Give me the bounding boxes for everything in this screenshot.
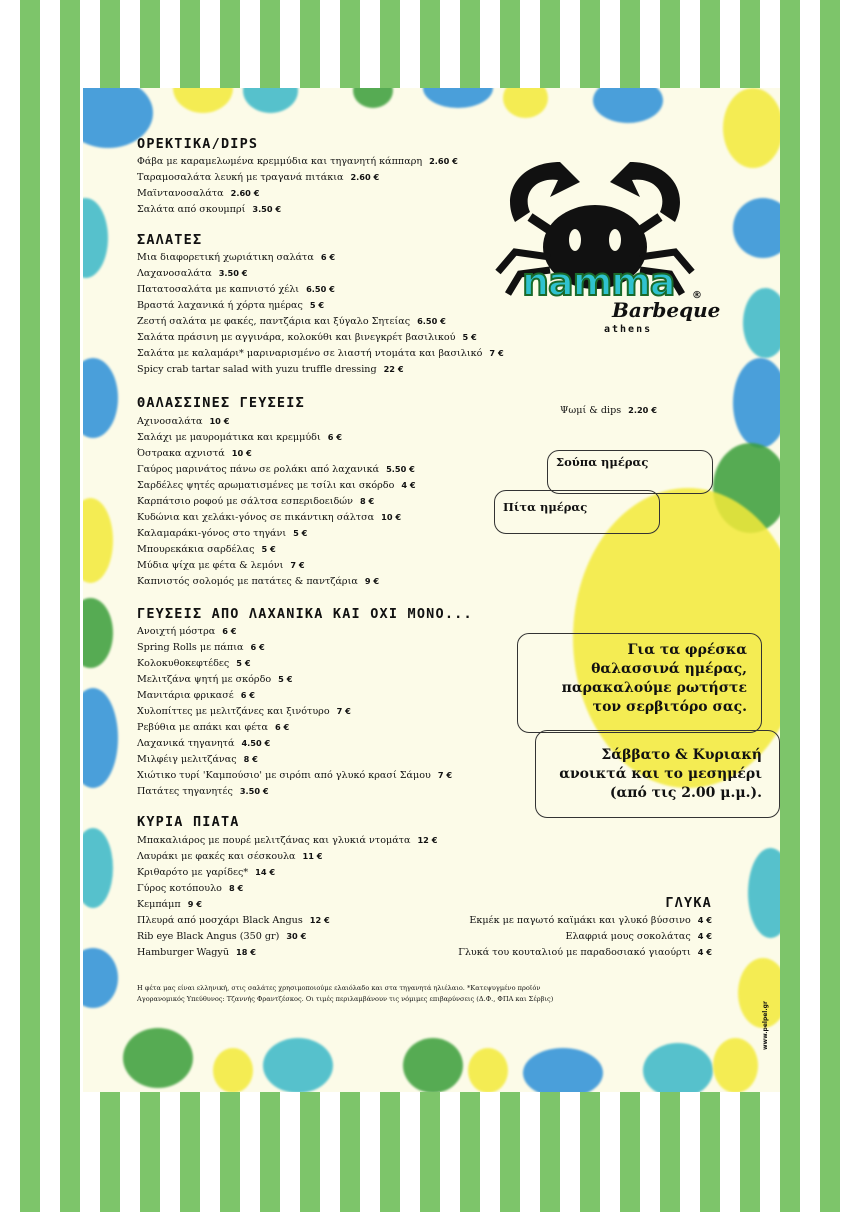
weekend-text xyxy=(540,746,762,803)
menu-item: Κριθαρότο με γαρίδες* 14 € xyxy=(137,867,276,878)
weekend-line-2: ανοικτά και το μεσημέρι xyxy=(559,766,762,782)
menu-item: Ανοιχτή μόστρα 6 € xyxy=(137,626,237,637)
menu-item: Καρπάτσιο ροφού με σάλτσα εσπεριδοειδών 8 € xyxy=(137,496,375,507)
menu-item: Spicy crab tartar salad with yuzu truffle dressing 22 € xyxy=(137,364,404,375)
menu-item: Μπακαλιάρος με πουρέ μελιτζάνας και γλυκιά ντομάτα 12 € xyxy=(137,835,438,846)
psomi-item: Ψωμί & dips 2.20 € xyxy=(560,405,657,416)
menu-item: Πατάτες τηγανητές 3.50 € xyxy=(137,786,269,797)
menu-item: Μύδια ψίχα με φέτα & λεμόνι 7 € xyxy=(137,560,305,571)
menu-item: Πατατοσαλάτα με καπνιστό χέλι 6.50 € xyxy=(137,284,335,295)
menu-item: Ρεβύθια με απάκι και φέτα 6 € xyxy=(137,722,290,733)
menu-item: Σαλάτα με καλαμάρι* μαριναρισμένο σε λιαστή ντομάτα και βασιλικό 7 € xyxy=(137,348,504,359)
menu-item: Κυδώνια και χελάκι-γόνος σε πικάντικη σάλτσα 10 € xyxy=(137,512,402,523)
menu-item: Ταραμοσαλάτα λευκή με τραγανά πιτάκια 2.60 € xyxy=(137,172,380,183)
weekend-line-1: Σάββατο & Κυριακή xyxy=(601,747,762,763)
section-title-glyka: ΓΛΥΚΑ xyxy=(665,895,712,911)
footer-note-1: Η φέτα μας είναι ελληνική, στις σαλάτες χρησιμοποιούμε ελαιόλαδο και στα τηγανητά ηλιέλαιο. *Κατεψυγμένο προϊόν xyxy=(137,984,541,992)
menu-item: Βραστά λαχανικά ή χόρτα ημέρας 5 € xyxy=(137,300,325,311)
menu-item: Spring Rolls με πάπια 6 € xyxy=(137,642,265,653)
menu-item: Rib eye Black Angus (350 gr) 30 € xyxy=(137,931,307,942)
menu-item: Αχινοσαλάτα 10 € xyxy=(137,416,230,427)
menu-item: Κολοκυθοκεφτέδες 5 € xyxy=(137,658,251,669)
fresh-line-2: θαλασσινά ημέρας, xyxy=(591,661,747,677)
menu-item: Μια διαφορετική χωριάτικη σαλάτα 6 € xyxy=(137,252,336,263)
menu-item: Σαρδέλες ψητές αρωματισμένες με τσίλι και σκόρδο 4 € xyxy=(137,480,416,491)
menu-item: Μιλφέιγ μελιτζάνας 8 € xyxy=(137,754,258,765)
section-title-salates: ΣΑΛΑΤΕΣ xyxy=(137,232,203,248)
logo-athens: athens xyxy=(604,324,653,335)
pita-label: Πίτα ημέρας xyxy=(503,500,588,514)
menu-item: Μελιτζάνα ψητή με σκόρδο 5 € xyxy=(137,674,293,685)
logo-registered: ® xyxy=(692,290,702,301)
menu-item: Λαυράκι με φακές και σέσκουλα 11 € xyxy=(137,851,323,862)
menu-item: Μαϊντανοσαλάτα 2.60 € xyxy=(137,188,260,199)
menu-item: Κεμπάμπ 9 € xyxy=(137,899,202,910)
logo-barbeque: Barbeque xyxy=(612,298,721,322)
fresh-line-4: τον σερβιτόρο σας. xyxy=(592,699,747,715)
fresh-line-1: Για τα φρέσκα xyxy=(627,642,747,658)
menu-item: Λαχανικά τηγανητά 4.50 € xyxy=(137,738,271,749)
menu-item: Μανιτάρια φρικασέ 6 € xyxy=(137,690,255,701)
menu-item: Σαλάτα από σκουμπρί 3.50 € xyxy=(137,204,282,215)
menu-item: Καπνιστός σολομός με πατάτες & παντζάρια 9 € xyxy=(137,576,380,587)
weekend-line-3: (από τις 2.00 μ.μ.). xyxy=(609,785,762,801)
menu-item: Γαύρος μαρινάτος πάνω σε ρολάκι από λαχανικά 5.50 € xyxy=(137,464,415,475)
logo-wordmark: namma xyxy=(522,260,675,304)
fresh-text xyxy=(520,641,747,717)
menu-item: Σαλάτα πράσινη με αγγινάρα, κολοκύθι και βινεγκρέτ βασιλικού 5 € xyxy=(137,332,477,343)
menu-item: Λαχανοσαλάτα 3.50 € xyxy=(137,268,248,279)
menu-item: Φάβα με καραμελωμένα κρεμμύδια και τηγανητή κάππαρη 2.60 € xyxy=(137,156,458,167)
dessert-item: Εκμέκ με παγωτό καϊμάκι και γλυκό βύσσινο 4 € xyxy=(469,915,712,926)
menu-item: Χιώτικο τυρί 'Καμπούσιο' με σιρόπι από γλυκό κρασί Σάμου 7 € xyxy=(137,770,453,781)
section-title-kyria: ΚΥΡΙΑ ΠΙΑΤΑ xyxy=(137,814,240,830)
menu-item: Όστρακα αχνιστά 10 € xyxy=(137,448,252,459)
footer-note-2: Αγορανομικός Υπεύθυνος: Τζαννής Φραντζέσκος. Οι τιμές περιλαμβάνουν τις νόμιμες επιβαρύνσεις (Δ.Φ., ΦΠΑ και Σέρβις) xyxy=(137,995,554,1003)
menu-item: Γύρος κοτόπουλο 8 € xyxy=(137,883,244,894)
dessert-item: Ελαφριά μους σοκολάτας 4 € xyxy=(565,931,712,942)
fresh-line-3: παρακαλούμε ρωτήστε xyxy=(561,680,747,696)
dessert-item: Γλυκά του κουταλιού με παραδοσιακό γιαούρτι 4 € xyxy=(458,947,712,958)
section-title-orektika: ΟΡΕΚΤΙΚΑ/DIPS xyxy=(137,136,259,152)
menu-item: Καλαμαράκι-γόνος στο τηγάνι 5 € xyxy=(137,528,308,539)
section-title-lachanika: ΓΕΥΣΕΙΣ ΑΠΟ ΛΑΧΑΝΙΚΑ ΚΑΙ ΟΧΙ ΜΟΝΟ... xyxy=(137,606,473,622)
soupa-label: Σούπα ημέρας xyxy=(556,455,649,469)
menu-item: Ζεστή σαλάτα με φακές, παντζάρια και ξύγαλο Σητείας 6.50 € xyxy=(137,316,446,327)
section-title-thalassines: ΘΑΛΑΣΣΙΝΕΣ ΓΕΥΣΕΙΣ xyxy=(137,395,305,411)
menu-item: Σαλάχι με μαυρομάτικα και κρεμμύδι 6 € xyxy=(137,432,342,443)
menu-item: Πλευρά από μοσχάρι Black Angus 12 € xyxy=(137,915,330,926)
menu-item: Hamburger Wagyū 18 € xyxy=(137,947,256,958)
menu-item: Μπουρεκάκια σαρδέλας 5 € xyxy=(137,544,276,555)
menu-item: Χυλοπίττες με μελιτζάνες και ξινότυρο 7 € xyxy=(137,706,351,717)
designer-credit: www.pelpel.gr xyxy=(762,1001,769,1050)
